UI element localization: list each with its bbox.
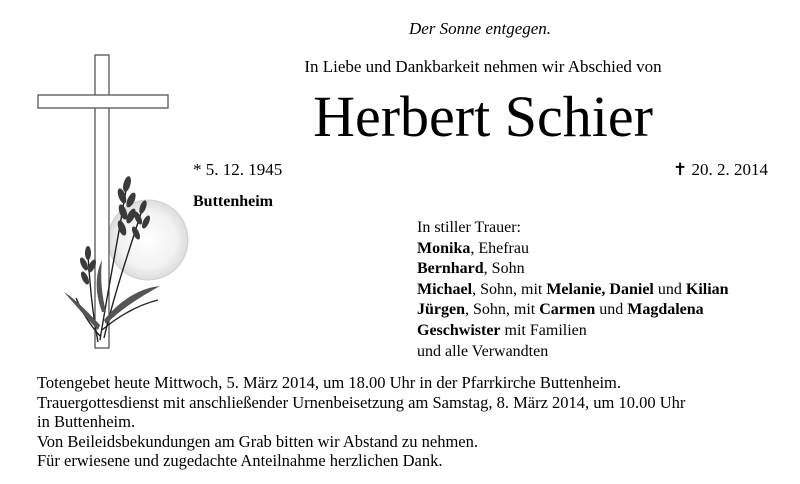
footer-line: Totengebet heute Mittwoch, 5. März 2014, um 18.00 Uhr in der Pfarrkirche Buttenheim.: [37, 373, 621, 392]
mourner-line: und alle Verwandten: [417, 342, 549, 360]
footer-line: Trauergottesdienst mit anschließender Urnenbeisetzung am Samstag, 8. März 2014, um 10.00 Uhr: [37, 392, 686, 412]
mourner-name: Bernhard: [417, 260, 484, 278]
birth-date: * 5. 12. 1945: [193, 160, 283, 179]
mourner-name: Magdalena: [627, 301, 704, 319]
residence-place: Buttenheim: [193, 193, 273, 210]
mourner-line: [417, 300, 729, 321]
footer-line: Für erwiesene und zugedachte Anteilnahme herzlichen Dank.: [37, 451, 443, 471]
mourner-name: Geschwister: [417, 321, 501, 339]
mourner-name: Michael: [417, 280, 473, 298]
mourner-relation: , Sohn: [483, 260, 525, 278]
mourner-name: Jürgen: [417, 301, 465, 319]
mourner-relation: mit Familien: [500, 321, 587, 339]
mourner-relation: , Sohn, mit: [472, 280, 547, 298]
footer-line: in Buttenheim.: [37, 412, 136, 432]
mourner-name: Carmen: [539, 301, 596, 319]
mourner-line: [417, 239, 729, 260]
mourners-list: [417, 218, 729, 362]
mourner-line: [417, 321, 729, 342]
mourner-name: Melanie, Daniel: [546, 280, 654, 298]
mourner-name: Kilian: [685, 280, 729, 298]
mourner-connector: und: [653, 280, 686, 298]
death-date: ✝ 20. 2. 2014: [673, 160, 768, 179]
mourner-connector: und: [595, 301, 628, 319]
deceased-name: Herbert Schier: [313, 84, 653, 149]
mourner-relation: , Ehefrau: [470, 239, 529, 257]
mourner-line: [417, 259, 729, 280]
mourner-relation: , Sohn, mit: [465, 301, 540, 319]
intro-text: In Liebe und Dankbarkeit nehmen wir Abschied von: [304, 57, 662, 76]
mourner-line: [417, 280, 729, 301]
motto-text: Der Sonne entgegen.: [408, 19, 552, 38]
service-details: [37, 373, 685, 471]
mourner-name: Monika: [417, 239, 471, 257]
mourners-heading: In stiller Trauer:: [417, 219, 521, 236]
footer-line: Von Beileidsbekundungen am Grab bitten wir Abstand zu nehmen.: [37, 431, 478, 451]
